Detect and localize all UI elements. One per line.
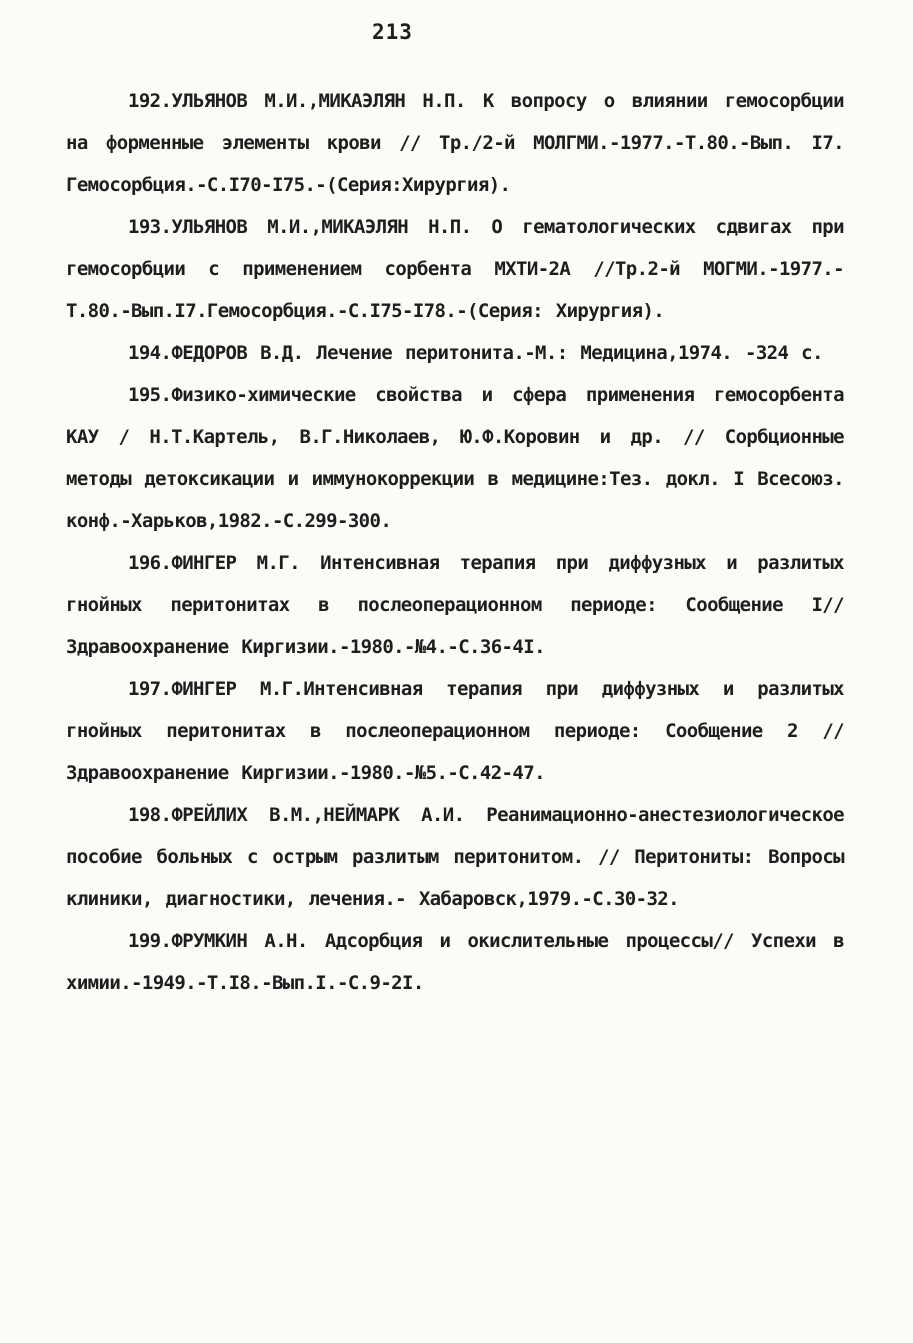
reference-item: 192.УЛЬЯНОВ М.И.,МИКАЭЛЯН Н.П. К вопросу о влиянии гемосорбции на форменные элементы крови // Тр./2-й МОЛГМИ.-1977.-Т.80.-Вып. I7. Гемосорбция.-С.I70-I75.-(Серия:Хирургия). — [66, 90, 844, 196]
reference-item: 196.ФИНГЕР М.Г. Интенсивная терапия при диффузных и разлитых гнойных перитонитах в послеоперационном периоде: Сообщение I// Здравоохранение Киргизии.-1980.-№4.-С.36-4I. — [66, 552, 844, 658]
page-number: 213 — [372, 20, 413, 44]
reference-item: 194.ФЕДОРОВ В.Д. Лечение перитонита.-М.: Медицина,1974. -324 с. — [128, 342, 823, 364]
reference-list — [66, 80, 844, 1004]
reference-item: 197.ФИНГЕР М.Г.Интенсивная терапия при диффузных и разлитых гнойных перитонитах в послеоперационном периоде: Сообщение 2 // Здравоохранение Киргизии.-1980.-№5.-С.42-47. — [66, 678, 844, 784]
reference-item: 195.Физико-химические свойства и сфера применения гемосорбента КАУ / Н.Т.Картель, В.Г.Николаев, Ю.Ф.Коровин и др. // Сорбционные методы детоксикации и иммунокоррекции в медицине:Тез. докл. I Всесоюз. конф.-Харьков,1982.-С.299-300. — [66, 384, 844, 532]
reference-item: 199.ФРУМКИН А.Н. Адсорбция и окислительные процессы// Успехи в химии.-1949.-Т.I8.-Вып.I.-С.9-2I. — [66, 930, 844, 994]
reference-item: 198.ФРЕЙЛИХ В.М.,НЕЙМАРК А.И. Реанимационно-анестезиологическое пособие больных с острым разлитым перитонитом. // Перитониты: Вопросы клиники, диагностики, лечения.- Хабаровск,1979.-С.30-32. — [66, 804, 844, 910]
reference-item: 193.УЛЬЯНОВ М.И.,МИКАЭЛЯН Н.П. О гематологических сдвигах при гемосорбции с применением сорбента МХТИ-2А //Тр.2-й МОГМИ.-1977.-Т.80.-Вып.I7.Гемосорбция.-С.I75-I78.-(Серия: Хирургия). — [66, 216, 844, 322]
